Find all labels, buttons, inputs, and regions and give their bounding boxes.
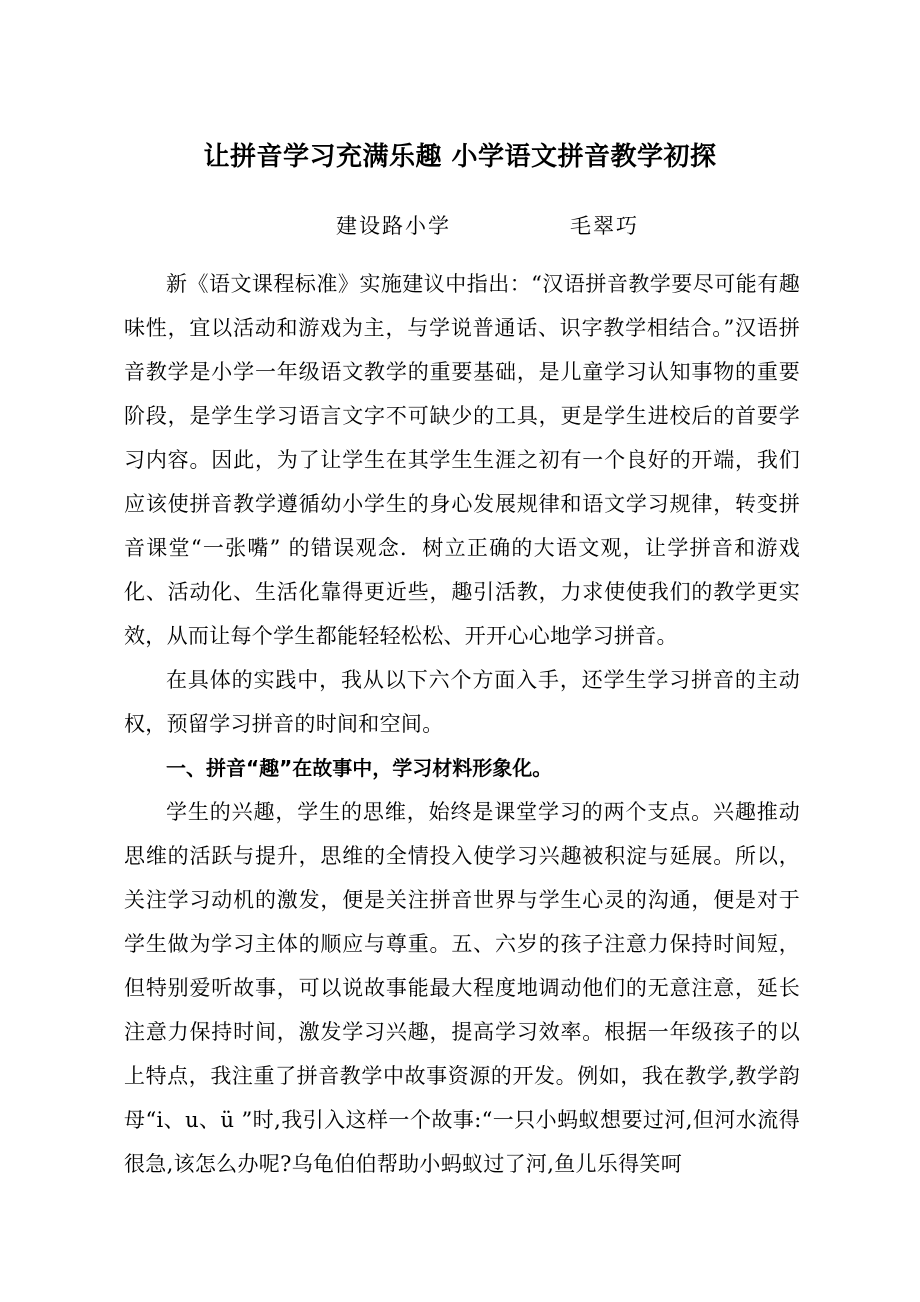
author-name: 毛翠巧 xyxy=(570,214,639,238)
author-school: 建设路小学 xyxy=(336,214,451,238)
document-body xyxy=(124,262,800,1186)
section-paragraph: 学生的兴趣，学生的思维，始终是课堂学习的两个支点。兴趣推动思维的活跃与提升，思维的全情投入使学习兴趣被积淀与延展。所以，关注学习动机的激发，便是关注拼音世界与学生心灵的沟通，便是对于学生做为学习主体的顺应与尊重。五、六岁的孩子注意力保持时间短，但特别爱听故事，可以说故事能最大程度地调动他们的无意注意，延长注意力保持时间，激发学习兴趣，提高学习效率。根据一年级孩子的以上特点，我注重了拼音教学中故事资源的开发。例如，我在教学,教学韵母“i、u、ü ”时,我引入这样一个故事:“一只小蚂蚁想要过河,但河水流得很急,该怎么办呢?乌龟伯伯帮助小蚂蚁过了河,鱼儿乐得笑呵 xyxy=(124,800,800,1176)
document-title: 让拼音学习充满乐趣 小学语文拼音教学初探 xyxy=(203,142,717,172)
intro-paragraph: 新《语文课程标准》实施建议中指出：“汉语拼音教学要尽可能有趣味性，宜以活动和游戏为主，与学说普通话、识字教学相结合。”汉语拼音教学是小学一年级语文教学的重要基础，是儿童学习认知事物的重要阶段，是学生学习语言文字不可缺少的工具，更是学生进校后的首要学习内容。因此，为了让学生在其学生生涯之初有一个良好的开端，我们应该使拼音教学遵循幼小学生的身心发展规律和语文学习规律，转变拼音课堂“一张嘴” 的错误观念．树立正确的大语文观，让学拼音和游戏化、活动化、生活化靠得更近些，趣引活教，力求使使我们的教学更实效，从而让每个学生都能轻轻松松、开开心心地学习拼音。 xyxy=(124,272,800,648)
practice-paragraph: 在具体的实践中，我从以下六个方面入手，还学生学习拼音的主动权，预留学习拼音的时间和空间。 xyxy=(124,668,800,736)
section-heading: 一、拼音“趣”在故事中，学习材料形象化。 xyxy=(166,756,553,780)
